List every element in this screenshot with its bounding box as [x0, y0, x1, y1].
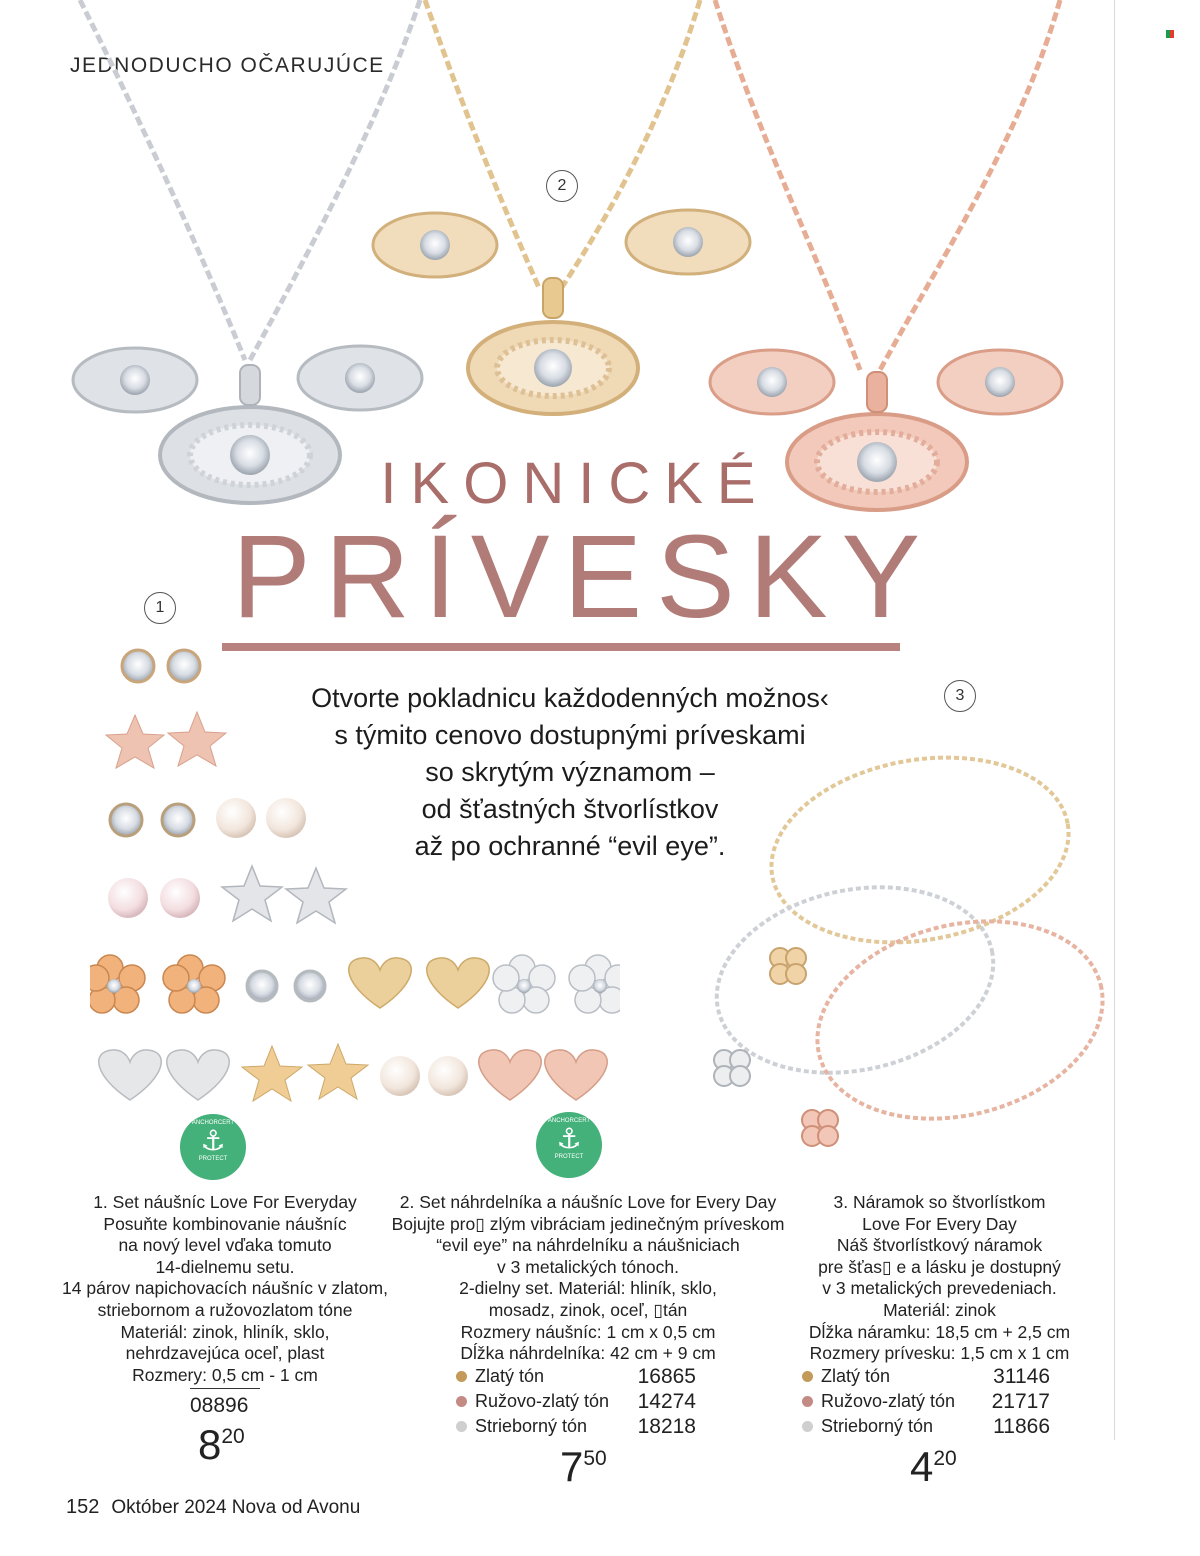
intro-line: s týmito cenovo dostupnými príveskami — [334, 720, 806, 750]
necklaces-illustration — [60, 0, 1110, 520]
product-1-price — [198, 1421, 245, 1468]
rose-clover-charm — [802, 1110, 838, 1146]
gold-tone-dot — [802, 1371, 813, 1382]
variant-label: Ružovo-zlatý tón — [475, 1391, 610, 1411]
product-2-variants — [456, 1364, 696, 1439]
gold-eye-pendant — [468, 278, 638, 414]
variant-code: 14274 — [637, 1389, 696, 1413]
variant-row — [802, 1364, 1050, 1389]
badge-top-text: ANCHORCERT — [547, 1118, 591, 1124]
variant-label: Ružovo-zlatý tón — [821, 1391, 956, 1411]
product-marker-1: 1 — [144, 592, 176, 624]
anchorcert-badge — [536, 1112, 602, 1178]
desc-line: mosadz, zinok, oceľ, ▯tán — [488, 1299, 688, 1320]
variant-label: Strieborný tón — [475, 1416, 588, 1436]
price-integer: 7 — [560, 1443, 584, 1490]
product-marker-3: 3 — [944, 680, 976, 712]
rose-gold-tone-dot — [802, 1396, 813, 1407]
desc-line: 2. Set náhrdelníka a náušníc Love for Every Day — [399, 1192, 777, 1212]
anchorcert-badge — [180, 1114, 246, 1180]
desc-line: Posuňte kombinovanie náušníc — [103, 1213, 347, 1234]
product-1-description — [50, 1192, 400, 1386]
price-decimal: 20 — [933, 1447, 957, 1470]
corner-flag-icon — [1166, 30, 1174, 38]
badge-top-text: ANCHORCERT — [191, 1120, 235, 1126]
variant-code: 16865 — [637, 1364, 696, 1388]
rose-gold-tone-dot — [456, 1396, 467, 1407]
desc-line: 14-dielnemu setu. — [155, 1256, 295, 1277]
variant-code: 11866 — [993, 1414, 1050, 1438]
desc-line: Bojujte pro▯ zlým vibráciam jedinečným príveskom — [391, 1213, 785, 1234]
desc-line: Dĺžka náhrdelníka: 42 cm + 9 cm — [460, 1343, 716, 1364]
price-integer: 4 — [910, 1443, 934, 1490]
desc-line: v 3 metalických prevedeniach. — [822, 1278, 1057, 1299]
intro-line: Otvorte pokladnicu každodenných možnos‹ — [311, 683, 829, 713]
intro-line: od šťastných štvorlístkov — [421, 794, 719, 824]
desc-line: 14 párov napichovacích náušníc v zlatom, — [62, 1278, 388, 1299]
variant-code: 21717 — [991, 1389, 1050, 1413]
variant-label: Zlatý tón — [821, 1366, 891, 1386]
desc-line: Dĺžka náramku: 18,5 cm + 2,5 cm — [808, 1321, 1071, 1342]
desc-line: Rozmery prívesku: 1,5 cm x 1 cm — [809, 1343, 1070, 1364]
desc-line: Materiál: zinok — [883, 1299, 996, 1320]
page-number: 152 — [66, 1496, 100, 1518]
stud-earrings-illustration — [90, 640, 620, 1120]
desc-line: na nový level vďaka tomuto — [118, 1235, 332, 1256]
section-kicker: JEDNODUCHO OČARUJÚCE — [70, 54, 385, 77]
desc-line: v 3 metalických tónoch. — [497, 1256, 679, 1277]
headline-line-2: PRÍVESKY — [232, 511, 935, 643]
variant-code: 31146 — [993, 1364, 1050, 1388]
variant-label: Strieborný tón — [821, 1416, 934, 1436]
price-decimal: 50 — [583, 1447, 607, 1470]
product-2-description — [378, 1192, 798, 1365]
product-marker-2: 2 — [546, 170, 578, 202]
variant-row — [456, 1364, 696, 1389]
badge-bottom-text: PROTECT — [198, 1156, 228, 1162]
product-3-description — [782, 1192, 1097, 1365]
variant-row — [802, 1414, 1050, 1439]
product-1-code: 08896 — [190, 1394, 249, 1417]
variant-row — [802, 1389, 1050, 1414]
desc-line: striebornom a ružovozlatom tóne — [97, 1299, 353, 1320]
desc-line: Materiál: zinok, hliník, sklo, — [120, 1321, 330, 1342]
headline-line-1: IKONICKÉ — [380, 451, 770, 516]
variant-row — [456, 1389, 696, 1414]
variant-row — [456, 1414, 696, 1439]
intro-line: až po ochranné “evil eye”. — [414, 831, 726, 861]
desc-line: Rozmery náušníc: 1 cm x 0,5 cm — [460, 1321, 716, 1342]
desc-line: Rozmery: 0,5 cm - 1 cm — [132, 1364, 318, 1385]
footer-text: Október 2024 Nova od Avonu — [111, 1497, 361, 1518]
silver-tone-dot — [802, 1421, 813, 1432]
badge-bottom-text: PROTECT — [554, 1154, 584, 1160]
gold-tone-dot — [456, 1371, 467, 1382]
product-3-price — [910, 1443, 957, 1490]
gold-eye-earrings — [373, 210, 750, 277]
desc-line: 2-dielny set. Materiál: hliník, sklo, — [459, 1278, 717, 1299]
desc-line: “evil eye” na náhrdelníku a náušniciach — [436, 1235, 740, 1256]
bracelets-illustration — [700, 720, 1110, 1160]
price-decimal: 20 — [221, 1425, 245, 1448]
page-footer — [66, 1496, 360, 1519]
intro-line: so skrytým významom – — [425, 757, 715, 787]
gold-clover-charm — [770, 948, 806, 984]
price-integer: 8 — [198, 1421, 222, 1468]
product-3-variants — [802, 1364, 1050, 1439]
desc-line: 3. Náramok so štvorlístkom — [833, 1192, 1046, 1212]
silver-tone-dot — [456, 1421, 467, 1432]
silver-clover-charm — [714, 1050, 750, 1086]
desc-line: Náš štvorlístkový náramok — [836, 1235, 1043, 1256]
page-edge-line — [1114, 0, 1115, 1440]
desc-line: pre šťas▯ e a lásku je dostupný — [818, 1256, 1061, 1277]
desc-line: nehrdzavejúca oceľ, plast — [125, 1343, 325, 1364]
desc-line: Love For Every Day — [862, 1213, 1017, 1234]
variant-code: 18218 — [637, 1414, 696, 1438]
product-2-price — [560, 1443, 607, 1490]
variant-label: Zlatý tón — [475, 1366, 545, 1386]
desc-line: 1. Set náušníc Love For Everyday — [93, 1192, 357, 1212]
code-divider — [190, 1388, 260, 1389]
anchor-icon: ⚓ — [556, 1123, 582, 1154]
anchor-icon: ⚓ — [200, 1125, 226, 1156]
